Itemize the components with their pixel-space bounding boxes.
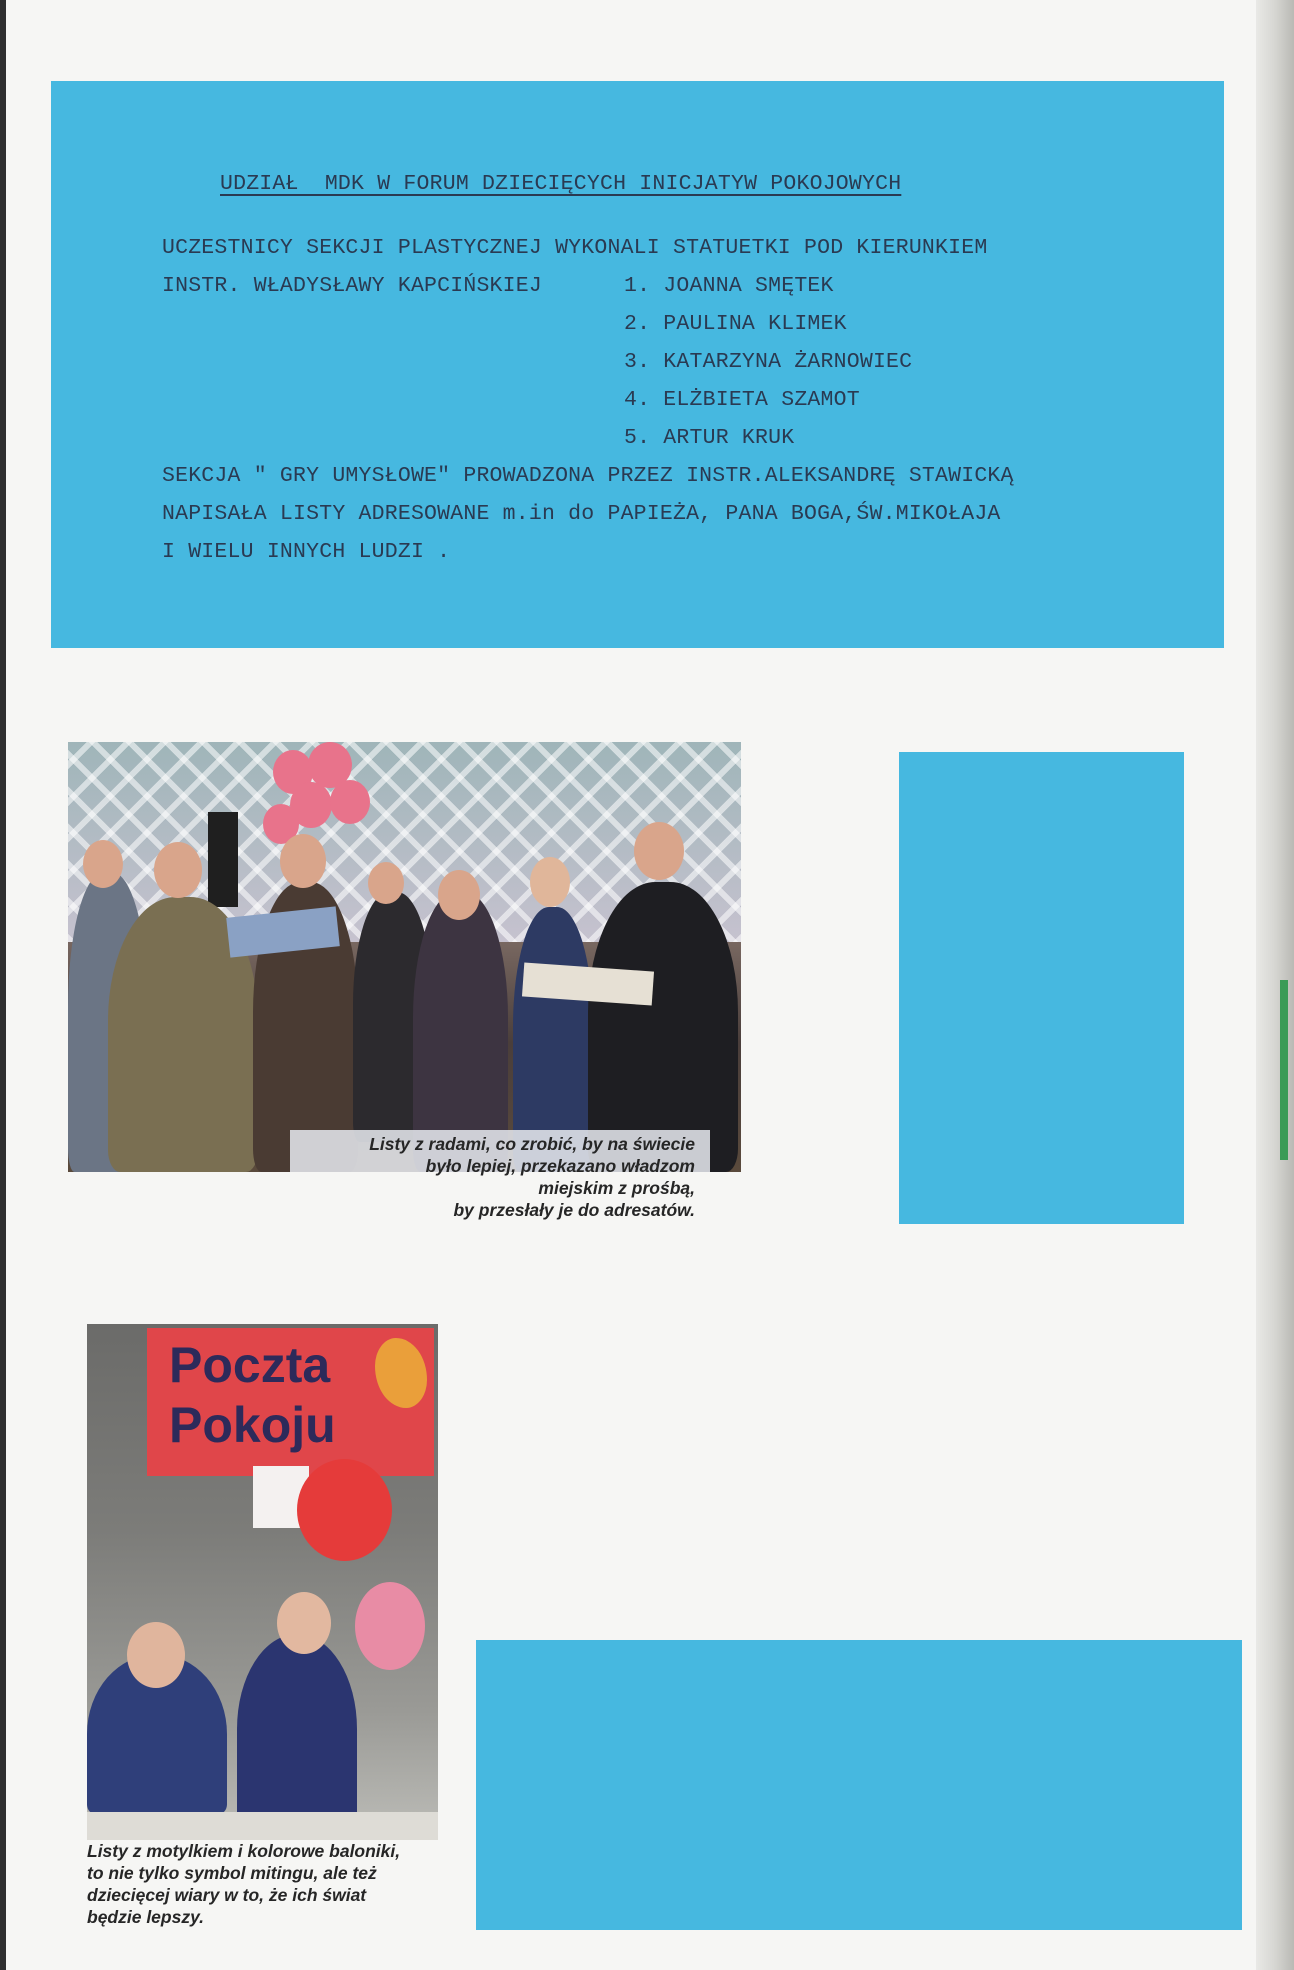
caption-line: Listy z radami, co zrobić, by na świecie — [369, 1134, 695, 1154]
intro-line-2: INSTR. WŁADYSŁAWY KAPCIŃSKIEJ — [162, 274, 542, 298]
participant-item: 2. PAULINA KLIMEK — [624, 312, 847, 336]
person-head — [368, 862, 404, 904]
caption-line: było lepiej, przekazano władzom — [425, 1156, 695, 1176]
participant-item: 4. ELŻBIETA SZAMOT — [624, 388, 860, 412]
caption-line: Listy z motylkiem i kolorowe baloniki, — [87, 1841, 401, 1861]
child-head — [277, 1592, 331, 1654]
person-head — [154, 842, 202, 898]
person — [588, 882, 738, 1172]
participant-item: 3. KATARZYNA ŻARNOWIEC — [624, 350, 913, 374]
photo-children-balloons — [87, 1324, 438, 1840]
intro-line-1: UCZESTNICY SEKCJI PLASTYCZNEJ WYKONALI STATUETKI POD KIERUNKIEM — [162, 236, 988, 260]
section-line-1: SEKCJA " GRY UMYSŁOWE" PROWADZONA PRZEZ INSTR.ALEKSANDRĘ STAWICKĄ — [162, 464, 1014, 488]
banner — [147, 1328, 434, 1476]
binding-tab — [1280, 980, 1288, 1160]
balloon — [355, 1582, 425, 1670]
balloon — [297, 1459, 392, 1561]
banner-text: Poczta — [169, 1337, 331, 1393]
child-head — [127, 1622, 185, 1688]
balloon — [330, 780, 370, 824]
section-line-2: NAPISAŁA LISTY ADRESOWANE m.in do PAPIEŻA, PANA BOGA,ŚW.MIKOŁAJA — [162, 502, 1001, 526]
person-head — [530, 857, 570, 907]
caption-line: będzie lepszy. — [87, 1907, 205, 1927]
binding-edge — [1256, 0, 1294, 1970]
section-line-3: I WIELU INNYCH LUDZI . — [162, 540, 451, 564]
participant-item: 1. JOANNA SMĘTEK — [624, 274, 834, 298]
banner-text: Pokoju — [169, 1397, 336, 1453]
page-title: UDZIAŁ MDK W FORUM DZIECIĘCYCH INICJATYW POKOJOWYCH — [220, 172, 902, 196]
photo-caption — [87, 1840, 438, 1928]
participant-item: 5. ARTUR KRUK — [624, 426, 795, 450]
page-edge — [0, 0, 6, 1970]
photo-caption — [270, 1133, 695, 1221]
caption-line: to nie tylko symbol mitingu, ale też — [87, 1863, 377, 1883]
caption-line: miejskim z prośbą, — [538, 1178, 695, 1198]
butterfly-icon — [375, 1338, 427, 1408]
person-head — [438, 870, 480, 920]
person-head — [83, 840, 123, 888]
caption-line: by przesłały je do adresatów. — [453, 1200, 695, 1220]
photo-officials — [68, 742, 741, 1172]
person-head — [280, 834, 326, 888]
person-head — [634, 822, 684, 880]
table — [87, 1812, 438, 1840]
speaker — [208, 812, 238, 907]
blank-card — [476, 1640, 1242, 1930]
child — [237, 1634, 357, 1824]
blank-card — [899, 752, 1184, 1224]
caption-line: dziecięcej wiary w to, że ich świat — [87, 1885, 367, 1905]
